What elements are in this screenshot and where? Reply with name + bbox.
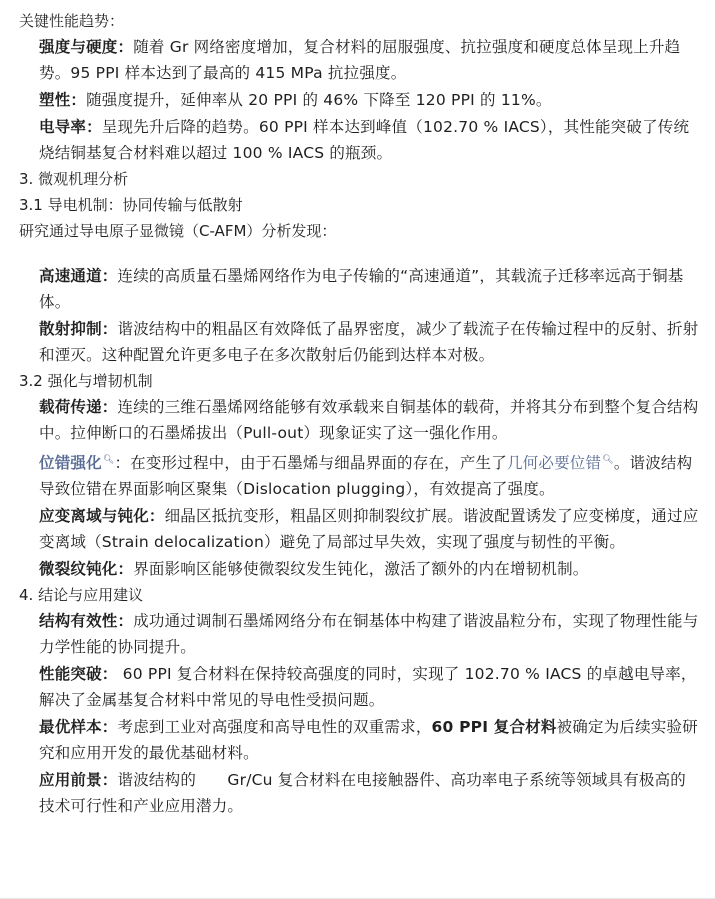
entry-term: 微裂纹钝化： — [39, 560, 134, 579]
entry-dislocation-strengthening — [39, 447, 701, 502]
entry-text: 谐波结构中的粗晶区有效降低了晶界密度，减少了载流子在传输过程中的反射、折射和湮灭。这种配置允许更多电子在多次散射后仍能到达样本对极。 — [39, 320, 699, 364]
spacer — [19, 244, 701, 263]
entry-text: 连续的三维石墨烯网络能够有效承载来自铜基体的载荷，并将其分布到整个复合结构中。拉伸断口的石墨烯拔出（Pull-out）现象证实了这一强化作用。 — [39, 398, 699, 442]
entry-term: 载荷传递： — [39, 398, 118, 416]
entry-load-transfer — [39, 394, 701, 446]
entry-application-prospect — [39, 767, 701, 819]
entry-text: 呈现先升后降的趋势。60 PPI 样本达到峰值（102.70 % IACS），其性能突破了传统烧结铜基复合材料难以超过 100 % IACS 的瓶颈。 — [39, 118, 690, 162]
entry-term: 散射抑制： — [39, 320, 118, 338]
subsection-heading-conduction: 3.1 导电机制：协同传输与低散射 — [19, 196, 243, 214]
entry-text: 60 PPI 复合材料在保持较高强度的同时，实现了 102.70 % IACS 的卓越电导率，解决了金属基复合材料中常见的导电性受损问题。 — [39, 665, 697, 710]
entry-strength-hardness — [39, 34, 701, 86]
section-heading-mechanism: 3. 微观机理分析 — [19, 170, 129, 188]
entry-term: 高速通道： — [39, 267, 118, 285]
entry-performance-breakthrough — [39, 661, 701, 713]
entry-text: 随着 Gr 网络密度增加，复合材料的屈服强度、抗拉强度和硬度总体呈现上升趋势。95 PPI 样本达到了最高的 415 MPa 抗拉强度。 — [39, 38, 681, 82]
entry-text: 考虑到工业对高强度和高导电性的双重需求， — [117, 718, 432, 737]
entry-optimal-sample — [39, 714, 701, 766]
entry-text: 界面影响区能够使微裂纹发生钝化，激活了额外的内在增韧机制。 — [133, 560, 589, 579]
search-icon[interactable]: 🔍︎ — [102, 455, 115, 465]
entry-text: 成功通过调制石墨烯网络分布在铜基体中构建了谐波晶粒分布，实现了物理性能与力学性能的协同提升。 — [39, 612, 699, 657]
entry-structure-effectiveness — [39, 608, 701, 660]
entry-term: 电导率： — [39, 118, 102, 136]
entry-text: 。谐波结构导致位错在界面影响区聚集（Dislocation plugging），有效提高了强度。 — [39, 454, 693, 499]
entry-text: 谐波结构的 Gr/Cu 复合材料在电接触器件、高功率电子系统等领域具有极高的技术可行性和产业应用潜力。 — [39, 771, 686, 816]
intro-text: 研究通过导电原子显微镜（C-AFM）分析发现： — [19, 222, 337, 240]
entry-term: 塑性： — [39, 91, 87, 109]
entry-term: 结构有效性： — [39, 612, 134, 631]
entry-microcrack-blunting — [39, 556, 701, 582]
section-heading-conclusion: 4. 结论与应用建议 — [19, 586, 144, 605]
entry-high-speed-channel — [39, 263, 701, 315]
subsection-heading-strengthening: 3.2 强化与增韧机制 — [19, 372, 153, 390]
entry-text: ：在变形过程中，由于石墨烯与细晶界面的存在，产生了 — [114, 454, 507, 473]
entry-text: 被确定为后续实验研究和应用开发的最优基础材料。 — [39, 718, 698, 763]
search-icon[interactable]: 🔍︎ — [602, 455, 614, 465]
entry-term: 应变离域与钝化： — [39, 507, 165, 526]
geometric-dislocation-link[interactable]: 几何必要位错 — [506, 454, 602, 473]
entry-text: 随强度提升，延伸率从 20 PPI 的 46% 下降至 120 PPI 的 11%。 — [86, 91, 552, 109]
entry-term: 最优样本： — [39, 718, 118, 737]
entry-text: 细晶区抵抗变形，粗晶区则抑制裂纹扩展。谐波配置诱发了应变梯度，通过应变离域（Strain delocalization）避免了局部过早失效，实现了强度与韧性的平衡。 — [39, 507, 699, 552]
entry-plasticity — [39, 87, 701, 113]
entry-text: 连续的高质量石墨烯网络作为电子传输的“高速通道”，其载流子迁移率远高于铜基体。 — [39, 267, 684, 311]
entry-term: 应用前景： — [39, 771, 118, 790]
entry-conductivity — [39, 114, 701, 166]
entry-term: 性能突破： — [39, 665, 118, 684]
entry-strain-delocalization — [39, 503, 701, 555]
entry-term: 强度与硬度： — [39, 38, 134, 56]
entry-scattering-suppression — [39, 316, 701, 368]
entry-bold-text: 60 PPI 复合材料 — [431, 718, 557, 737]
dislocation-strengthening-link[interactable]: 位错强化 — [39, 454, 102, 473]
section-heading-performance-trends: 关键性能趋势： — [19, 12, 125, 30]
